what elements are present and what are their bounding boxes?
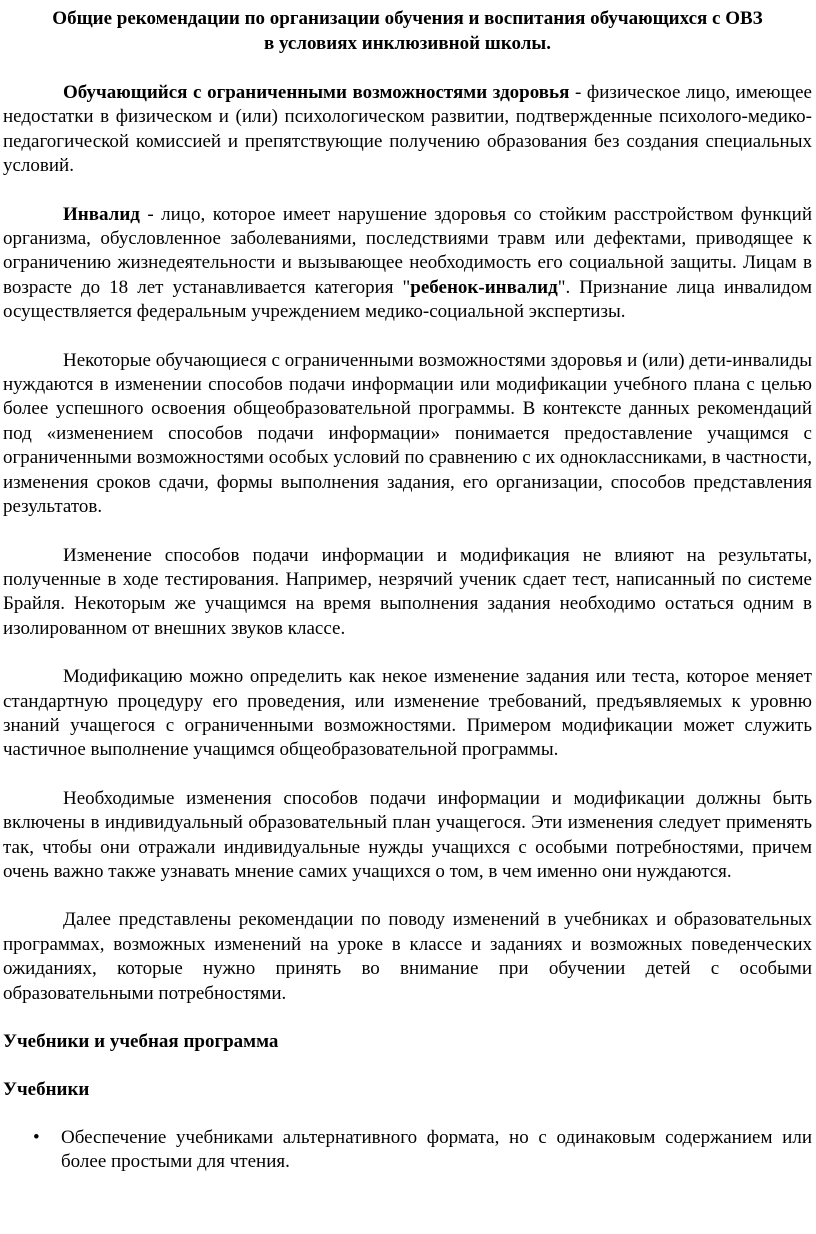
subsection-heading-textbooks: Учебники	[3, 1079, 90, 1100]
definition-invalid-text-b: ". Признание лица инвалидом осуществляется федеральным учреждением медико-социальной экспертизы.	[3, 276, 812, 323]
spacer	[3, 884, 812, 908]
term-ovz: Обучающийся с ограниченными возможностями здоровья	[63, 82, 570, 103]
paragraph-7: Далее представлены рекомендации по поводу изменений в учебниках и образовательных программах, возможных изменений на уроке в классе и заданиях и возможных поведенческих ожиданиях, которые нужно принять во внимание при обучении детей с особыми образовательными потребностями.	[3, 909, 812, 1004]
paragraph-5: Модификацию можно определить как некое изменение задания или теста, которое меняет стандартную процедуру его проведения, или изменение требований, предъявляемых к уровню знаний учащегося с ограниченными возможностями. Примером модификации может служить частичное выполнение учащимся общеобразовательной программы.	[3, 666, 812, 761]
term-child-invalid: ребенок-инвалид	[410, 276, 558, 298]
spacer	[3, 1006, 812, 1030]
spacer	[3, 179, 812, 203]
spacer	[3, 325, 812, 349]
definition-ovz-text: - физическое лицо, имеющее недостатки в физическом и (или) психологическом развитии, подтвержденные психолого-медико-педагогической комиссией и препятствующие получению образования без создания специальных условий.	[3, 82, 812, 177]
paragraph-definition-invalid	[3, 203, 812, 325]
title-line-1: Общие рекомендации по организации обучения и воспитания обучающихся с ОВЗ	[52, 8, 763, 29]
definition-invalid-text-a: - лицо, которое имеет нарушение здоровья со стойким расстройством функций организма, обусловленное заболеваниями, последствиями травм или дефектами, приводящее к ограничению жизнедеятельности и вызывающее необходимость его социальной защиты. Лицам в возрасте до 18 лет устанавливается категория "	[3, 203, 812, 298]
spacer	[3, 1054, 812, 1078]
spacer	[3, 763, 812, 787]
bullet-icon: •	[33, 1127, 40, 1148]
bullet-list	[3, 1126, 812, 1175]
spacer	[3, 520, 812, 544]
list-item	[3, 1126, 812, 1175]
spacer	[3, 641, 812, 665]
term-invalid: Инвалид	[63, 203, 140, 225]
title-line-2: в условиях инклюзивной школы.	[263, 33, 552, 54]
list-item-text: Обеспечение учебниками альтернативного формата, но с одинаковым содержанием или более простыми для чтения.	[61, 1127, 812, 1173]
document-title	[3, 6, 812, 56]
paragraph-3: Некоторые обучающиеся с ограниченными возможностями здоровья и (или) дети-инвалиды нуждаются в изменении способов подачи информации или модификации учебного плана с целью более успешного освоения общеобразовательной программы. В контексте данных рекомендаций под «изменением способов подачи информации» понимается предоставление учащимся с ограниченными возможностями особых условий по сравнению с их одноклассниками, в частности, изменения сроков сдачи, формы выполнения задания, его организации, способов представления результатов.	[3, 349, 812, 518]
section-heading-textbooks-program: Учебники и учебная программа	[3, 1031, 279, 1052]
paragraph-definition-ovz	[3, 81, 812, 179]
spacer	[3, 1102, 812, 1126]
paragraph-4: Изменение способов подачи информации и модификация не влияют на результаты, полученные в ходе тестирования. Например, незрячий ученик сдает тест, написанный по системе Брайля. Некоторым же учащимся на время выполнения задания необходимо остаться одним в изолированном от внешних звуков классе.	[3, 544, 812, 639]
paragraph-6: Необходимые изменения способов подачи информации и модификации должны быть включены в индивидуальный образовательный план учащегося. Эти изменения следует применять так, чтобы они отражали индивидуальные нужды учащихся с особыми потребностями, причем очень важно также узнавать мнение самих учащихся о том, в чем именно они нуждаются.	[3, 787, 812, 882]
